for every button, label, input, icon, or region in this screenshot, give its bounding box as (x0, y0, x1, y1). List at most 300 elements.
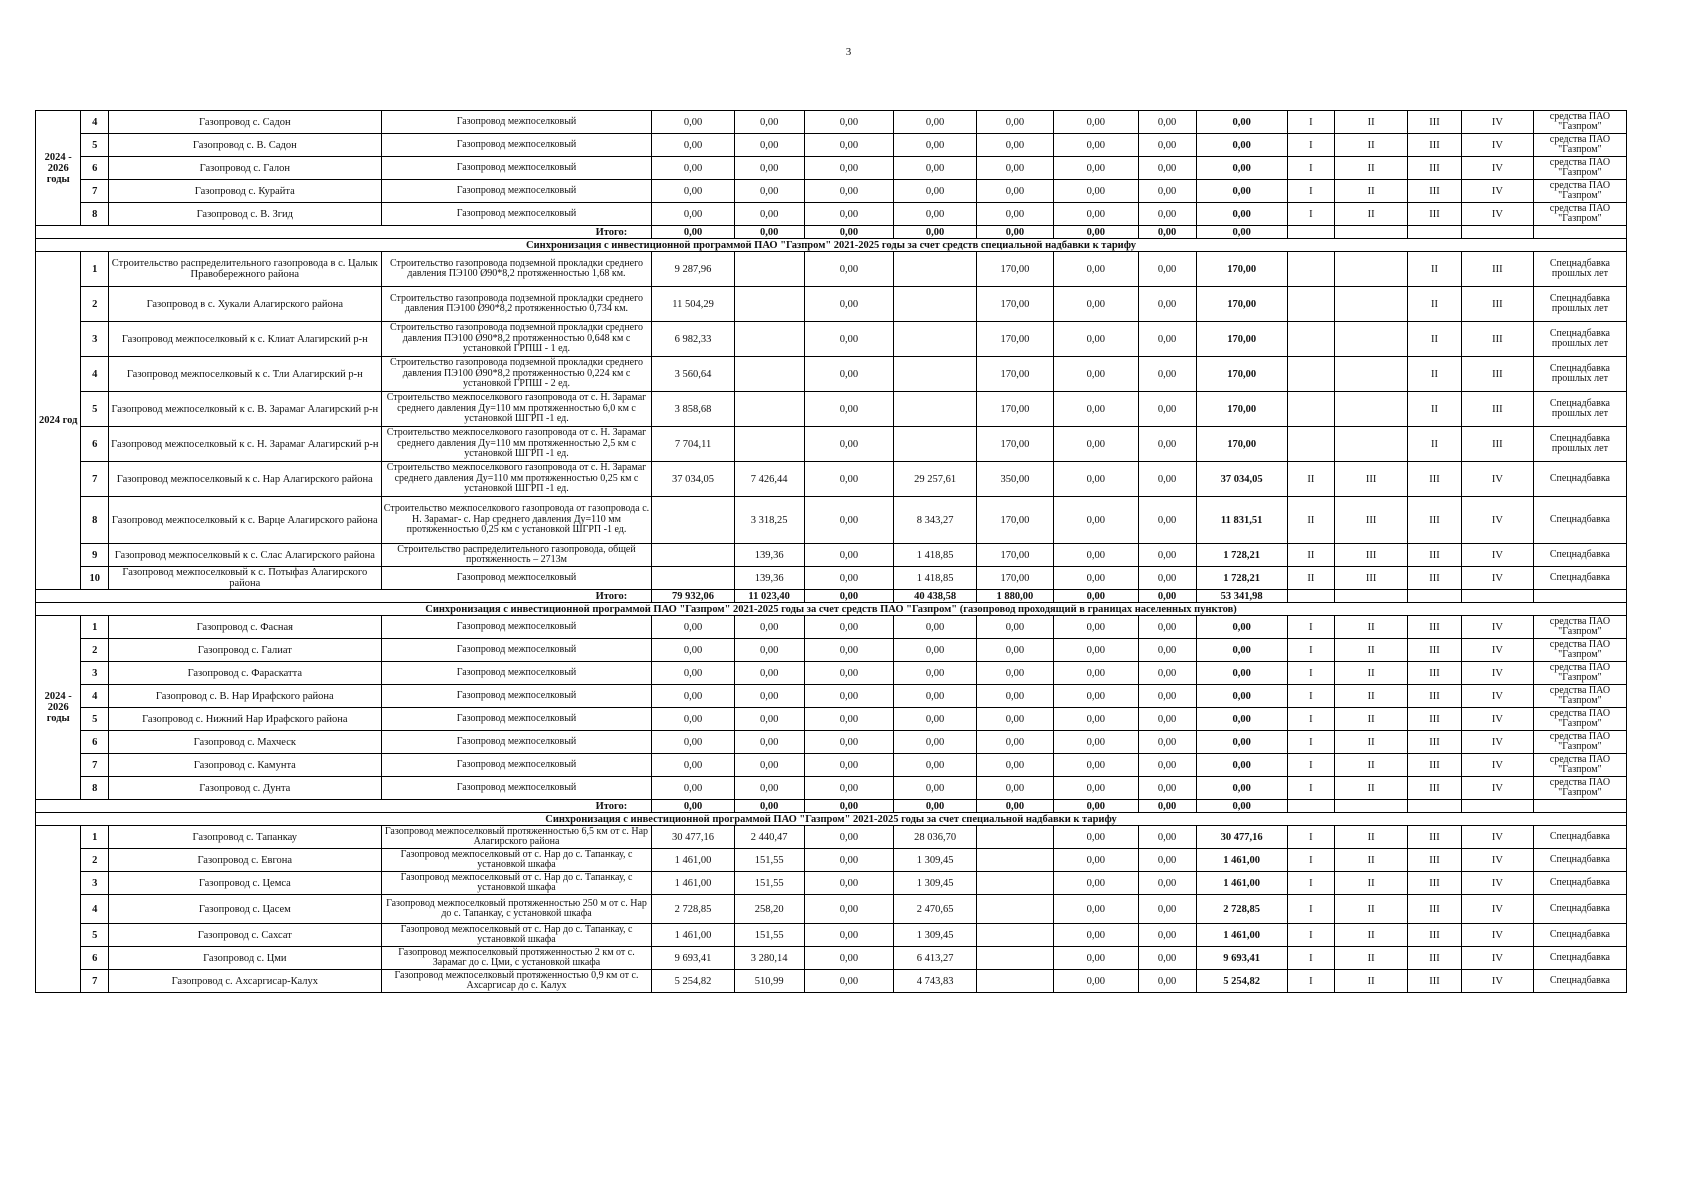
value-cell: 29 257,61 (894, 462, 976, 497)
object-description: Строительство газопровода подземной прокладки среднего давления ПЭ100 Ø90*8,2 протяженностью 1,68 км. (381, 252, 652, 287)
period-quarter: III (1408, 731, 1462, 754)
value-cell: 0,00 (1138, 685, 1196, 708)
total-value: 0,00 (1196, 708, 1287, 731)
value-cell: 0,00 (1138, 287, 1196, 322)
period-quarter: I (1287, 708, 1335, 731)
object-description: Газопровод межпоселковый от с. Нар до с. Тапанкау, с установкой шкафа (381, 849, 652, 872)
row-number: 6 (81, 947, 108, 970)
value-cell: 0,00 (1138, 392, 1196, 427)
value-cell: 0,00 (1138, 111, 1196, 134)
period-quarter: IV (1461, 754, 1533, 777)
value-cell: 0,00 (1138, 754, 1196, 777)
value-cell: 1 418,85 (894, 544, 976, 567)
object-name: Газопровод с. Махческ (108, 731, 381, 754)
section-heading: Синхронизация с инвестиционной программой ПАО "Газпром" 2021-2025 годы за счет специальной надбавки к тарифу (36, 813, 1627, 826)
value-cell: 0,00 (804, 357, 894, 392)
value-cell: 0,00 (976, 134, 1053, 157)
value-cell: 510,99 (734, 970, 804, 993)
value-cell: 0,00 (1138, 357, 1196, 392)
value-cell: 0,00 (976, 777, 1053, 800)
total-label: Итого: (36, 590, 652, 603)
total-cell: 0,00 (1053, 800, 1138, 813)
section-heading-row (36, 813, 1627, 826)
period-quarter (1335, 392, 1408, 427)
period-quarter: IV (1461, 497, 1533, 544)
total-cell: 0,00 (976, 226, 1053, 239)
value-cell: 170,00 (976, 544, 1053, 567)
funding-source: Спецнадбавка (1533, 947, 1626, 970)
total-cell: 0,00 (804, 226, 894, 239)
value-cell (976, 970, 1053, 993)
object-description: Газопровод межпоселковый (381, 754, 652, 777)
row-number: 5 (81, 708, 108, 731)
value-cell: 0,00 (652, 754, 734, 777)
funding-source: Спецнадбавка (1533, 849, 1626, 872)
value-cell: 0,00 (1138, 157, 1196, 180)
table-row (36, 754, 1627, 777)
value-cell: 7 426,44 (734, 462, 804, 497)
value-cell (894, 252, 976, 287)
period-quarter: I (1287, 872, 1335, 895)
period-cell: 2024 год (36, 252, 81, 590)
value-cell: 0,00 (1138, 567, 1196, 590)
funding-source: Спецнадбавка прошлых лет (1533, 322, 1626, 357)
period-quarter: III (1335, 462, 1408, 497)
row-number: 1 (81, 252, 108, 287)
period-quarter (1287, 252, 1335, 287)
value-cell: 9 287,96 (652, 252, 734, 287)
object-description: Газопровод межпоселковый (381, 111, 652, 134)
period-quarter: IV (1461, 662, 1533, 685)
value-cell: 0,00 (804, 639, 894, 662)
value-cell: 9 693,41 (652, 947, 734, 970)
value-cell: 0,00 (734, 639, 804, 662)
value-cell (894, 357, 976, 392)
object-description: Газопровод межпоселковый (381, 731, 652, 754)
page-number: 3 (845, 46, 852, 58)
funding-source: Спецнадбавка прошлых лет (1533, 252, 1626, 287)
value-cell: 0,00 (804, 872, 894, 895)
value-cell (734, 287, 804, 322)
value-cell: 0,00 (804, 111, 894, 134)
row-number: 3 (81, 322, 108, 357)
value-cell: 0,00 (1138, 252, 1196, 287)
value-cell: 0,00 (1053, 357, 1138, 392)
funding-source: Спецнадбавка прошлых лет (1533, 392, 1626, 427)
value-cell: 0,00 (1138, 544, 1196, 567)
value-cell: 0,00 (1138, 462, 1196, 497)
period-quarter: III (1408, 462, 1462, 497)
object-description: Строительство межпоселкового газопровода от газопровода с. Н. Зарамаг- с. Нар среднего давления Ду=110 мм протяженностью 0,25 км с установкой ШГРП -1 ед. (381, 497, 652, 544)
value-cell: 0,00 (1138, 639, 1196, 662)
row-number: 2 (81, 849, 108, 872)
period-quarter: III (1461, 252, 1533, 287)
period-quarter: IV (1461, 826, 1533, 849)
period-quarter: II (1335, 872, 1408, 895)
value-cell: 0,00 (734, 134, 804, 157)
object-description: Строительство газопровода подземной прокладки среднего давления ПЭ100 Ø90*8,2 протяженностью 0,734 км. (381, 287, 652, 322)
value-cell: 0,00 (652, 616, 734, 639)
value-cell: 3 318,25 (734, 497, 804, 544)
object-name: Газопровод с. Галон (108, 157, 381, 180)
period-quarter (1335, 322, 1408, 357)
empty-cell (1287, 226, 1335, 239)
funding-source: средства ПАО "Газпром" (1533, 777, 1626, 800)
object-name: Газопровод межпоселковый к с. Клиат Алагирский р-н (108, 322, 381, 357)
row-number: 5 (81, 134, 108, 157)
value-cell: 0,00 (1053, 872, 1138, 895)
total-value: 0,00 (1196, 685, 1287, 708)
row-number: 9 (81, 544, 108, 567)
value-cell: 0,00 (804, 895, 894, 924)
value-cell: 0,00 (1138, 322, 1196, 357)
object-name: Газопровод межпоселковый к с. Потыфаз Алагирского района (108, 567, 381, 590)
value-cell: 37 034,05 (652, 462, 734, 497)
value-cell: 0,00 (1138, 134, 1196, 157)
value-cell: 0,00 (1053, 708, 1138, 731)
period-quarter: III (1408, 754, 1462, 777)
period-quarter: IV (1461, 731, 1533, 754)
empty-cell (1533, 226, 1626, 239)
value-cell: 0,00 (894, 754, 976, 777)
period-quarter: I (1287, 639, 1335, 662)
value-cell: 0,00 (734, 180, 804, 203)
value-cell: 0,00 (1053, 497, 1138, 544)
row-number: 3 (81, 662, 108, 685)
object-name: Газопровод с. Тапанкау (108, 826, 381, 849)
value-cell: 0,00 (652, 708, 734, 731)
row-number: 3 (81, 872, 108, 895)
value-cell: 3 858,68 (652, 392, 734, 427)
value-cell: 0,00 (1053, 427, 1138, 462)
value-cell: 6 413,27 (894, 947, 976, 970)
value-cell: 0,00 (1053, 180, 1138, 203)
period-quarter: II (1335, 180, 1408, 203)
value-cell (976, 872, 1053, 895)
total-value: 0,00 (1196, 777, 1287, 800)
value-cell (734, 252, 804, 287)
value-cell: 0,00 (1138, 662, 1196, 685)
total-value: 1 728,21 (1196, 567, 1287, 590)
total-value: 0,00 (1196, 180, 1287, 203)
value-cell: 0,00 (652, 134, 734, 157)
table-row (36, 947, 1627, 970)
period-quarter (1287, 287, 1335, 322)
funding-source: средства ПАО "Газпром" (1533, 639, 1626, 662)
period-quarter: I (1287, 970, 1335, 993)
period-quarter: II (1335, 616, 1408, 639)
funding-source: средства ПАО "Газпром" (1533, 754, 1626, 777)
period-quarter (1287, 322, 1335, 357)
value-cell: 0,00 (1138, 427, 1196, 462)
row-number: 6 (81, 427, 108, 462)
period-quarter: I (1287, 180, 1335, 203)
total-value: 1 461,00 (1196, 849, 1287, 872)
value-cell (652, 497, 734, 544)
period-quarter: II (1335, 685, 1408, 708)
period-quarter: IV (1461, 567, 1533, 590)
empty-cell (1408, 590, 1462, 603)
total-value: 0,00 (1196, 639, 1287, 662)
object-name: Газопровод межпоселковый к с. Слас Алагирского района (108, 544, 381, 567)
value-cell: 0,00 (1138, 849, 1196, 872)
row-number: 5 (81, 924, 108, 947)
value-cell: 0,00 (734, 111, 804, 134)
value-cell: 0,00 (804, 252, 894, 287)
period-quarter: IV (1461, 947, 1533, 970)
object-description: Газопровод межпоселковый протяженностью 250 м от с. Нар до с. Тапанкау, с установкой шкафа (381, 895, 652, 924)
row-number: 7 (81, 462, 108, 497)
value-cell: 0,00 (894, 203, 976, 226)
funding-source: средства ПАО "Газпром" (1533, 203, 1626, 226)
value-cell: 0,00 (804, 157, 894, 180)
empty-cell (1335, 226, 1408, 239)
row-number: 7 (81, 180, 108, 203)
period-quarter: III (1408, 639, 1462, 662)
value-cell: 0,00 (804, 567, 894, 590)
value-cell: 0,00 (894, 731, 976, 754)
funding-source: средства ПАО "Газпром" (1533, 134, 1626, 157)
value-cell (894, 392, 976, 427)
period-cell: 2024 - 2026 годы (36, 616, 81, 800)
value-cell: 7 704,11 (652, 427, 734, 462)
object-name: Газопровод межпоселковый к с. В. Зарамаг Алагирский р-н (108, 392, 381, 427)
period-quarter: IV (1461, 157, 1533, 180)
value-cell: 151,55 (734, 924, 804, 947)
value-cell: 1 309,45 (894, 849, 976, 872)
value-cell: 0,00 (976, 157, 1053, 180)
funding-source: Спецнадбавка (1533, 567, 1626, 590)
object-name: Газопровод с. Галиат (108, 639, 381, 662)
table-row (36, 616, 1627, 639)
funding-source: средства ПАО "Газпром" (1533, 111, 1626, 134)
value-cell: 0,00 (652, 777, 734, 800)
period-quarter: I (1287, 111, 1335, 134)
value-cell: 0,00 (804, 947, 894, 970)
table-row (36, 777, 1627, 800)
object-description: Газопровод межпоселковый (381, 180, 652, 203)
period-quarter: II (1335, 849, 1408, 872)
value-cell: 0,00 (976, 616, 1053, 639)
value-cell: 0,00 (976, 685, 1053, 708)
object-name: Газопровод межпоселковый к с. Тли Алагирский р-н (108, 357, 381, 392)
period-quarter: I (1287, 157, 1335, 180)
value-cell: 139,36 (734, 567, 804, 590)
period-quarter: III (1461, 392, 1533, 427)
total-cell: 11 023,40 (734, 590, 804, 603)
value-cell: 0,00 (1053, 895, 1138, 924)
value-cell: 258,20 (734, 895, 804, 924)
period-quarter: IV (1461, 639, 1533, 662)
period-quarter: III (1408, 544, 1462, 567)
period-quarter (1335, 287, 1408, 322)
total-value: 0,00 (1196, 616, 1287, 639)
total-value: 37 034,05 (1196, 462, 1287, 497)
total-cell: 0,00 (734, 226, 804, 239)
empty-cell (1287, 590, 1335, 603)
period-quarter: III (1408, 616, 1462, 639)
period-quarter: II (1335, 662, 1408, 685)
value-cell: 0,00 (734, 777, 804, 800)
row-number: 4 (81, 685, 108, 708)
value-cell: 0,00 (894, 180, 976, 203)
value-cell: 0,00 (804, 544, 894, 567)
value-cell: 0,00 (804, 924, 894, 947)
value-cell: 170,00 (976, 287, 1053, 322)
total-cell: 0,00 (894, 800, 976, 813)
object-description: Газопровод межпоселковый (381, 685, 652, 708)
value-cell: 1 309,45 (894, 924, 976, 947)
row-number: 2 (81, 639, 108, 662)
table-row (36, 662, 1627, 685)
value-cell: 0,00 (1053, 849, 1138, 872)
object-description: Строительство межпоселкового газопровода от с. Н. Зарамаг среднего давления Ду=110 мм протяженностью 2,5 км с установкой ШГРП -1 ед. (381, 427, 652, 462)
total-value: 2 728,85 (1196, 895, 1287, 924)
value-cell (734, 322, 804, 357)
total-cell: 0,00 (1196, 226, 1287, 239)
value-cell (976, 947, 1053, 970)
value-cell: 0,00 (1053, 567, 1138, 590)
object-description: Газопровод межпоселковый (381, 639, 652, 662)
value-cell: 0,00 (976, 180, 1053, 203)
object-name: Газопровод с. В. Садон (108, 134, 381, 157)
total-value: 170,00 (1196, 357, 1287, 392)
object-name: Газопровод с. Цасем (108, 895, 381, 924)
value-cell: 170,00 (976, 427, 1053, 462)
value-cell: 0,00 (894, 639, 976, 662)
period-quarter: III (1408, 567, 1462, 590)
total-cell: 40 438,58 (894, 590, 976, 603)
total-value: 1 728,21 (1196, 544, 1287, 567)
table-row (36, 203, 1627, 226)
object-description: Газопровод межпоселковый (381, 567, 652, 590)
value-cell: 0,00 (804, 497, 894, 544)
value-cell: 0,00 (1053, 777, 1138, 800)
value-cell: 1 309,45 (894, 872, 976, 895)
table-row (36, 357, 1627, 392)
object-description: Газопровод межпоселковый (381, 203, 652, 226)
object-name: Газопровод с. Цми (108, 947, 381, 970)
period-quarter: III (1461, 322, 1533, 357)
value-cell: 6 982,33 (652, 322, 734, 357)
value-cell: 0,00 (894, 685, 976, 708)
object-description: Газопровод межпоселковый от с. Нар до с. Тапанкау, с установкой шкафа (381, 872, 652, 895)
table-row (36, 731, 1627, 754)
period-quarter: IV (1461, 134, 1533, 157)
value-cell: 0,00 (1138, 731, 1196, 754)
total-value: 9 693,41 (1196, 947, 1287, 970)
period-quarter: I (1287, 616, 1335, 639)
total-value: 170,00 (1196, 392, 1287, 427)
total-row (36, 800, 1627, 813)
empty-cell (1461, 800, 1533, 813)
value-cell: 0,00 (894, 157, 976, 180)
funding-source: Спецнадбавка (1533, 872, 1626, 895)
total-value: 170,00 (1196, 322, 1287, 357)
value-cell: 0,00 (804, 777, 894, 800)
value-cell (894, 427, 976, 462)
total-label: Итого: (36, 226, 652, 239)
value-cell: 28 036,70 (894, 826, 976, 849)
value-cell: 0,00 (1053, 754, 1138, 777)
period-quarter: III (1408, 134, 1462, 157)
value-cell: 0,00 (1053, 134, 1138, 157)
total-cell: 0,00 (976, 800, 1053, 813)
value-cell: 0,00 (734, 754, 804, 777)
object-name: Газопровод с. Цемса (108, 872, 381, 895)
value-cell: 0,00 (1053, 111, 1138, 134)
period-quarter: II (1335, 970, 1408, 993)
funding-source: средства ПАО "Газпром" (1533, 708, 1626, 731)
period-quarter: I (1287, 826, 1335, 849)
period-quarter: III (1408, 180, 1462, 203)
table-row (36, 134, 1627, 157)
value-cell: 0,00 (894, 134, 976, 157)
empty-cell (1461, 226, 1533, 239)
row-number: 2 (81, 287, 108, 322)
value-cell: 0,00 (894, 662, 976, 685)
table-row (36, 252, 1627, 287)
period-quarter: IV (1461, 924, 1533, 947)
total-value: 0,00 (1196, 731, 1287, 754)
object-name: Газопровод с. Фасная (108, 616, 381, 639)
value-cell (652, 544, 734, 567)
period-quarter: II (1335, 708, 1408, 731)
period-quarter: III (1408, 849, 1462, 872)
period-quarter: II (1335, 754, 1408, 777)
period-quarter: III (1408, 685, 1462, 708)
value-cell: 0,00 (652, 639, 734, 662)
period-quarter: IV (1461, 544, 1533, 567)
funding-source: средства ПАО "Газпром" (1533, 685, 1626, 708)
empty-cell (1408, 226, 1462, 239)
period-quarter: I (1287, 731, 1335, 754)
value-cell: 0,00 (1053, 287, 1138, 322)
value-cell: 0,00 (1053, 924, 1138, 947)
value-cell: 0,00 (1138, 777, 1196, 800)
value-cell: 0,00 (652, 180, 734, 203)
value-cell: 0,00 (652, 111, 734, 134)
object-name: Газопровод с. Садон (108, 111, 381, 134)
total-value: 1 461,00 (1196, 872, 1287, 895)
table-row (36, 895, 1627, 924)
period-quarter: II (1287, 462, 1335, 497)
object-name: Газопровод с. Курайта (108, 180, 381, 203)
value-cell (976, 826, 1053, 849)
value-cell: 0,00 (976, 662, 1053, 685)
period-quarter (1287, 392, 1335, 427)
row-number: 5 (81, 392, 108, 427)
period-quarter: II (1335, 111, 1408, 134)
value-cell: 0,00 (652, 731, 734, 754)
total-cell: 0,00 (1138, 226, 1196, 239)
value-cell: 0,00 (734, 157, 804, 180)
period-quarter: IV (1461, 462, 1533, 497)
period-quarter: III (1461, 287, 1533, 322)
funding-source: средства ПАО "Газпром" (1533, 180, 1626, 203)
period-quarter: IV (1461, 777, 1533, 800)
period-quarter: II (1335, 639, 1408, 662)
value-cell: 0,00 (804, 849, 894, 872)
period-quarter: II (1335, 731, 1408, 754)
value-cell: 0,00 (734, 731, 804, 754)
value-cell (734, 357, 804, 392)
period-quarter: III (1408, 777, 1462, 800)
row-number: 6 (81, 731, 108, 754)
table-row (36, 392, 1627, 427)
value-cell: 0,00 (976, 754, 1053, 777)
value-cell: 30 477,16 (652, 826, 734, 849)
